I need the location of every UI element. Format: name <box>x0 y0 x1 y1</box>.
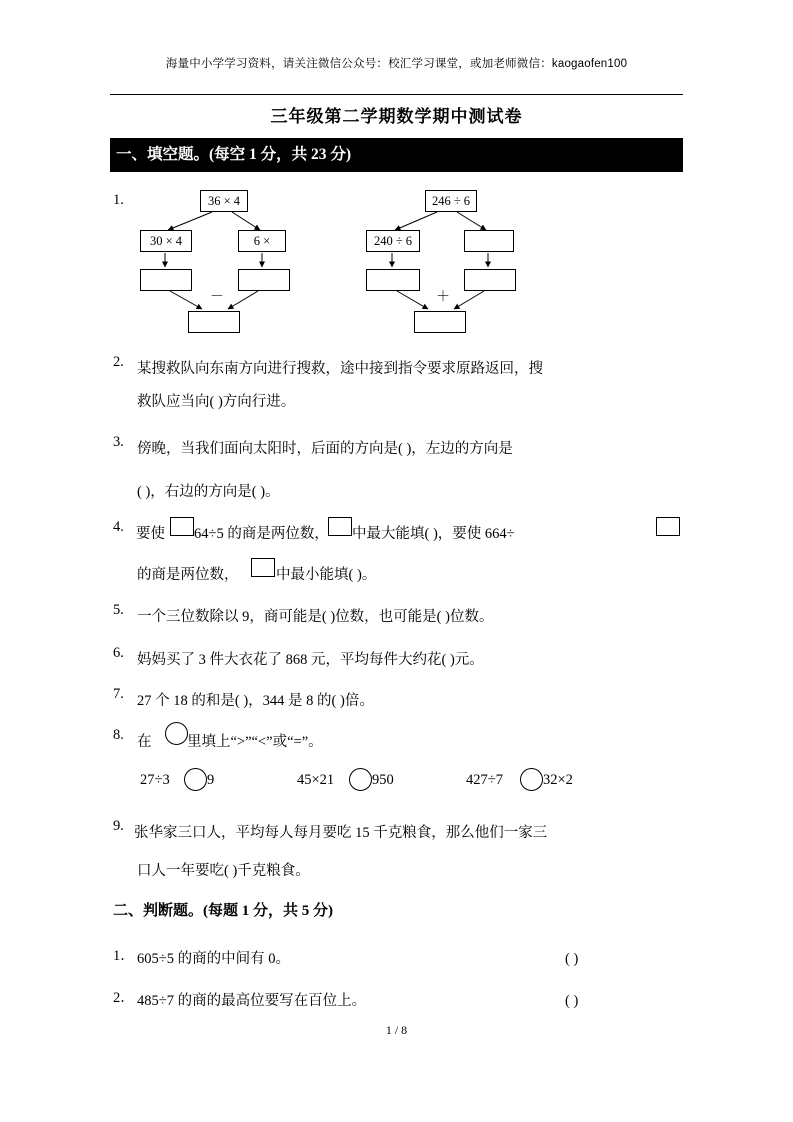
section-2-question-1-text: 605÷5 的商的中间有 0。 <box>137 951 290 967</box>
question-2-line-2: 救队应当向( )方向行进。 <box>137 394 296 410</box>
diagram-right-operator: ＋ <box>436 290 450 305</box>
question-4-box-4 <box>251 558 275 577</box>
diagram-left-blank-right <box>238 269 290 291</box>
question-8-number: 8. <box>113 727 124 743</box>
question-8-compare-1-left: 27÷3 <box>140 772 170 788</box>
question-8-compare-3-left: 427÷7 <box>466 772 503 788</box>
question-5-number: 5. <box>113 602 124 618</box>
question-8-circle-symbol <box>165 722 188 745</box>
section-2-question-2-number: 2． <box>113 990 135 1006</box>
question-7-line-1: 27 个 18 的和是( )，344 是 8 的( )倍。 <box>137 693 374 709</box>
diagram-left-result <box>188 311 240 333</box>
question-4-line-2-part-b: 中最小能填( )。 <box>276 567 377 583</box>
diagram-right-blank-left <box>366 269 420 291</box>
section-2-question-1-number: 1． <box>113 948 135 964</box>
question-4-line-1-part-c: 中最大能填( )，要使 664÷ <box>352 526 515 542</box>
question-8-line-1: 在 <box>137 734 152 750</box>
question-4-line-1-part-a: 要使 <box>136 526 165 542</box>
page-footer: 1 / 8 <box>385 1023 408 1037</box>
diagram-left-top: 36 × 4 <box>200 190 248 212</box>
question-8-line-1-rest: 里填上“>”“<”或“=”。 <box>187 734 323 750</box>
question-1-diagram <box>140 186 560 336</box>
section-2-question-1-answer: ( ) <box>565 951 579 967</box>
question-4-box-2 <box>328 517 352 536</box>
question-9-number: 9. <box>113 818 124 834</box>
question-8-compare-3-right: 32×2 <box>543 772 573 788</box>
header-note: 海量中小学学习资料，请关注微信公众号：校汇学习课堂，或加老师微信：kaogaofen100 <box>165 58 628 70</box>
section-2-question-2-text: 485÷7 的商的最高位要写在百位上。 <box>137 993 367 1009</box>
diagram-right-top: 246 ÷ 6 <box>425 190 477 212</box>
question-6-line-1: 妈妈买了 3 件大衣花了 868 元，平均每件大约花( )元。 <box>137 652 484 668</box>
question-6-number: 6. <box>113 645 124 661</box>
question-8-compare-1-right: 9 <box>207 772 215 788</box>
question-8-compare-circle-3 <box>520 768 543 791</box>
question-4-box-3 <box>656 517 680 536</box>
diagram-right-blank-right <box>464 269 516 291</box>
diagram-right-mid-right <box>464 230 514 252</box>
question-5-line-1: 一个三位数除以 9，商可能是( )位数，也可能是( )位数。 <box>137 609 494 625</box>
question-4-line-2-part-a: 的商是两位数， <box>137 567 239 583</box>
question-9-line-1: 张华家三口人，平均每人每月要吃 15 千克粮食，那么他们一家三 <box>134 825 548 841</box>
section-2-question-2-answer: ( ) <box>565 993 579 1009</box>
question-8-compare-circle-1 <box>184 768 207 791</box>
section-1-bar: 一、填空题。(每空 1 分，共 23 分) <box>110 138 683 172</box>
question-7-number: 7. <box>113 686 124 702</box>
header-divider <box>110 94 683 95</box>
diagram-right-mid-left: 240 ÷ 6 <box>366 230 420 252</box>
question-4-number: 4. <box>113 519 124 535</box>
diagram-left-operator: － <box>210 290 224 305</box>
question-8-compare-2-right: 950 <box>372 772 394 788</box>
question-8-compare-2-left: 45×21 <box>297 772 335 788</box>
question-1-number: 1. <box>113 192 124 208</box>
page-title: 三年级第二学期数学期中测试卷 <box>270 107 523 126</box>
question-8-compare-circle-2 <box>349 768 372 791</box>
question-2-line-1: 某搜救队向东南方向进行搜救，途中接到指令要求原路返回，搜 <box>137 361 543 377</box>
section-2-heading: 二、判断题。(每题 1 分，共 5 分) <box>113 903 333 919</box>
question-3-line-1: 傍晚，当我们面向太阳时，后面的方向是( )，左边的方向是 <box>137 441 513 457</box>
question-3-line-2: ( )，右边的方向是( )。 <box>137 484 280 500</box>
question-4-box-1 <box>170 517 194 536</box>
question-3-number: 3. <box>113 434 124 450</box>
diagram-left-mid-left: 30 × 4 <box>140 230 192 252</box>
diagram-right-result <box>414 311 466 333</box>
diagram-left-mid-right: 6 × <box>238 230 286 252</box>
question-2-number: 2. <box>113 354 124 370</box>
question-9-line-2: 口人一年要吃( )千克粮食。 <box>137 863 310 879</box>
diagram-left-blank-left <box>140 269 192 291</box>
question-4-line-1-part-b: 64÷5 的商是两位数， <box>194 526 329 542</box>
